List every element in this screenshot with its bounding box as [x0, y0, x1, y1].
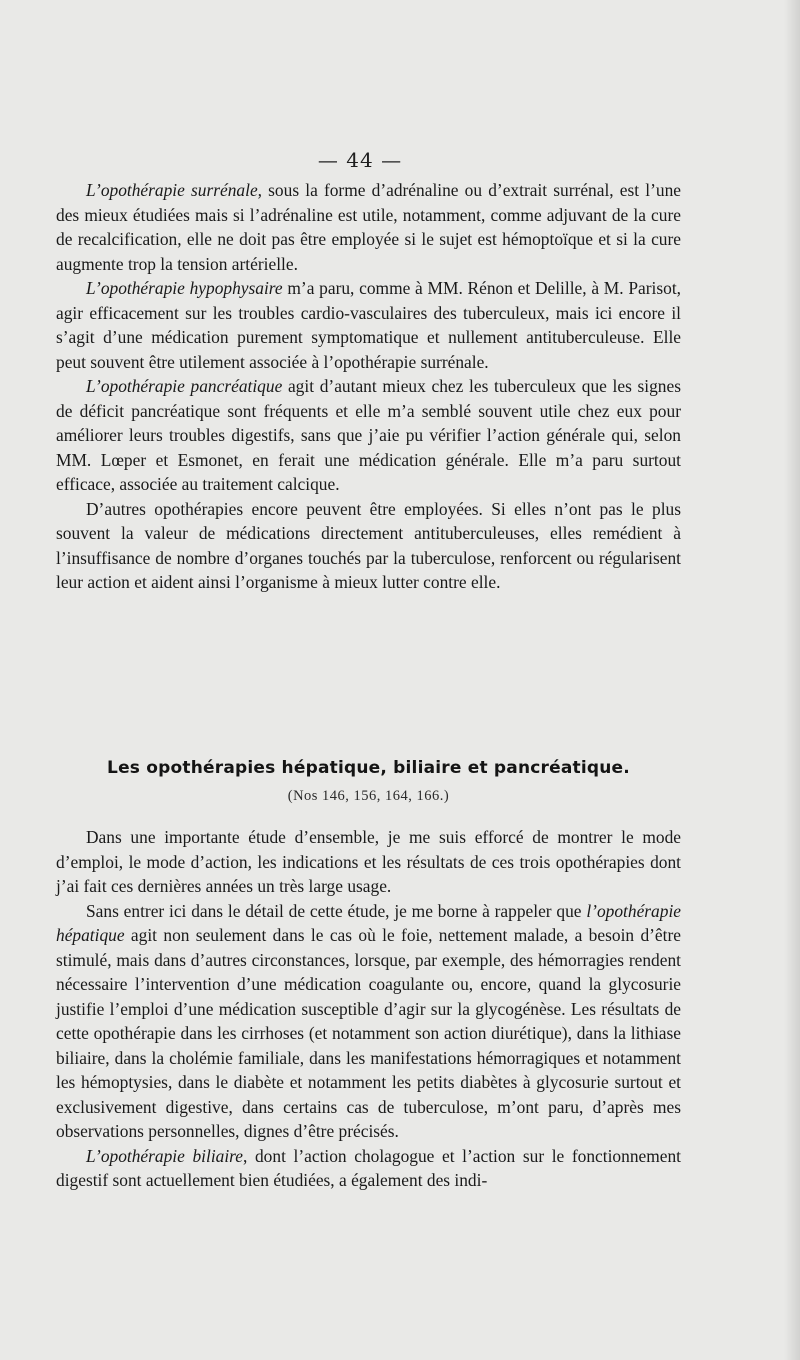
paragraph-hypophysaire	[56, 276, 681, 374]
body-text-upper	[56, 178, 681, 595]
section-reference: (Nos 146, 156, 164, 166.)	[287, 788, 450, 804]
section-heading: Les opothérapies hépatique, biliaire et pancréatique.	[107, 758, 630, 778]
paragraph-autres	[56, 497, 681, 595]
paragraph-text: D’autres opothérapies encore peuvent être employées. Si elles n’ont pas le plus souvent la valeur de médications directement antituberculeuses, elles remédient à l’insuffisance de nombre d’organes touchés par la tuberculose, renforcent ou régularisent leur action et aident ainsi l’organisme à mieux lutter contre elle.	[56, 498, 681, 592]
term-hepatique: l’opothérapie hépatique	[56, 900, 681, 945]
paragraph-ensemble	[56, 825, 681, 899]
paragraph-text: , dont l’action cholagogue et l’action sur le fonctionnement digestif sont actuellement bien étudiées, a également des indi-	[56, 1145, 682, 1190]
paragraph-text: agit non seulement dans le cas où le foie, nettement malade, a besoin d’être stimulé, mais dans d’autres circonstances, lorsque, par exemple, des hémorragies rendent nécessaire l’intervention d’une médication coagulante ou, encore, quand la glycosurie justifie l’emploi d’une médication susceptible d’agir sur la glycogénèse. Les résultats de cette opothérapie dans les cirrhoses (et notamment son action diurétique), dans la lithiase biliaire, dans la cholémie familiale, dans les manifestations hémorragiques et notamment les hémoptysies, dans le diabète et notamment les petits diabètes à glycosurie surtout et exclusivement digestive, dans certains cas de tuberculose, m’ont paru, d’après mes observations personnelles, dignes d’être précisés.	[56, 925, 681, 1141]
page-number: — 44 —	[317, 148, 403, 172]
paragraph-hepatique	[56, 899, 681, 1144]
paragraph-pancreatique	[56, 374, 681, 497]
term-hypophysaire: L’opothérapie hypophysaire	[86, 278, 283, 298]
term-surrenal: L’opothérapie surrénale,	[86, 180, 263, 200]
term-pancreatique: L’opothérapie pancréatique	[86, 376, 283, 396]
paragraph-surrenal	[56, 178, 681, 276]
page-edge-shadow	[784, 0, 800, 1360]
paragraph-text: agit d’autant mieux chez les tuberculeux que les signes de déficit pancréatique sont fréquents et elle m’a semblé souvent utile chez eux pour améliorer leurs troubles digestifs, sans que j’aie pu vérifier l’action générale qui, selon MM. Lœper et Esmonet, en ferait une médication générale. Elle m’a paru surtout efficace, associée au traitement calcique.	[56, 376, 681, 494]
paragraph-text: m’a paru, comme à MM. Rénon et Delille, à M. Parisot, agir efficacement sur les troubles cardio-vasculaires des tuberculeux, mais ici encore il s’agit d’une médication purement symptomatique et nullement antituberculeuse. Elle peut souvent être utilement associée à l’opothérapie surrénale.	[56, 278, 681, 372]
body-text-lower	[56, 825, 681, 1193]
paragraph-biliaire	[56, 1144, 681, 1193]
term-biliaire: L’opothérapie biliaire	[86, 1145, 244, 1166]
paragraph-text: sous la forme d’adrénaline ou d’extrait surrénal, est l’une des mieux étudiées mais si l’adrénaline est utile, notamment, comme adjuvant de la cure de recalcification, elle ne doit pas être employée si le sujet est hémoptoïque et si la cure augmente trop la tension artérielle.	[56, 180, 681, 274]
paragraph-text: Sans entrer ici dans le détail de cette étude, je me borne à rappeler que	[86, 900, 587, 921]
paragraph-text: Dans une importante étude d’ensemble, je me suis efforcé de montrer le mode d’emploi, le mode d’action, les indications et les résultats de ces trois opothérapies dont j’ai fait ces dernières années un très large usage.	[56, 827, 681, 896]
